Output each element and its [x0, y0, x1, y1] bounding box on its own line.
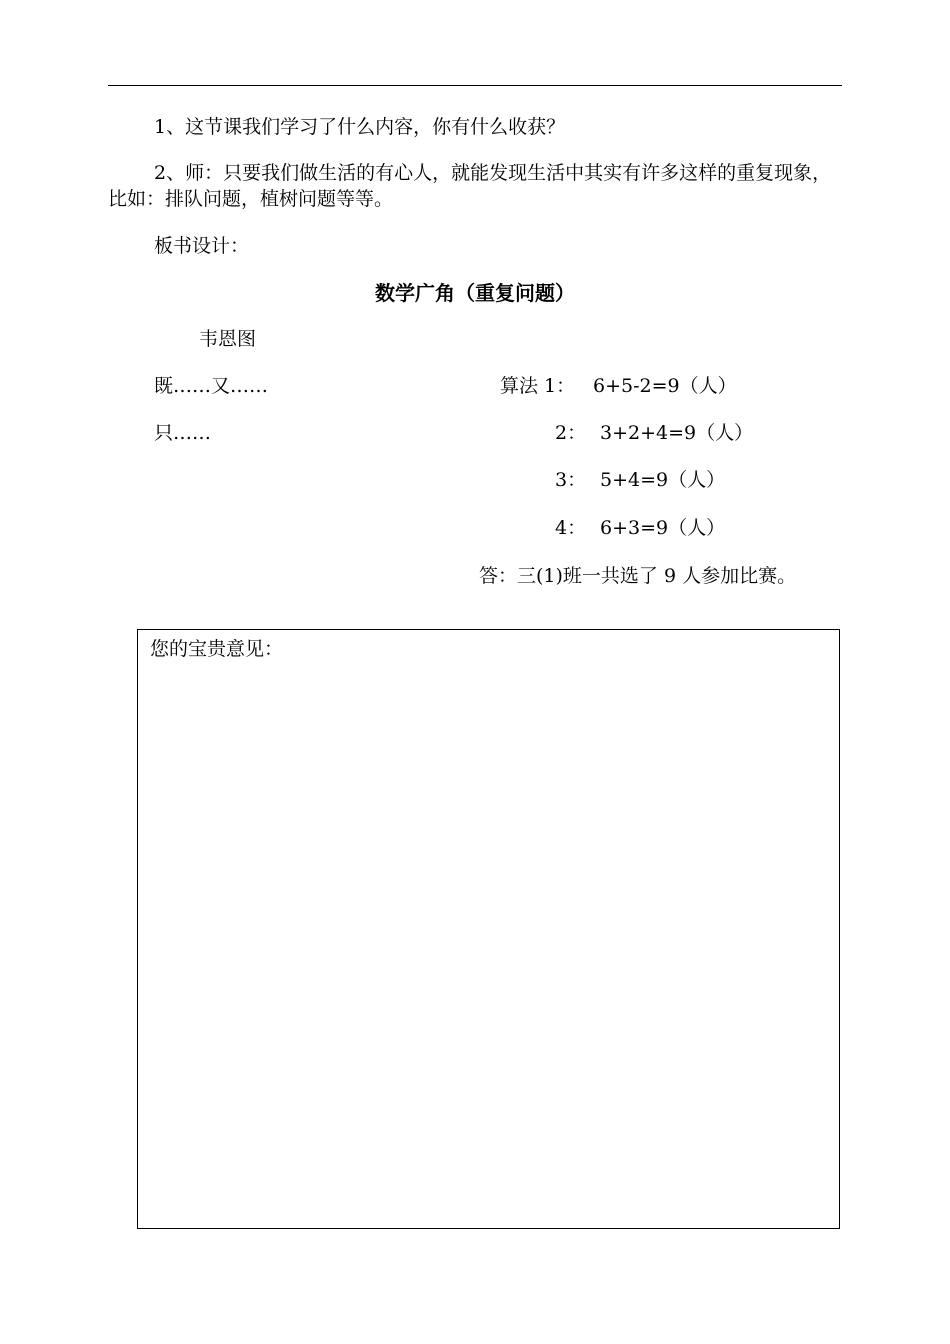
only-label: 只……	[154, 422, 212, 444]
question-1: 1、这节课我们学习了什么内容，你有什么收获？	[154, 116, 566, 138]
method-1-label: 算法 1：	[500, 375, 576, 397]
method-4-formula: 6+3=9（人）	[600, 517, 726, 539]
method-3-label: 3：	[555, 469, 587, 491]
venn-label: 韦恩图	[199, 328, 257, 350]
method-1-formula: 6+5-2=9（人）	[593, 375, 737, 397]
feedback-label: 您的宝贵意见：	[150, 638, 284, 660]
answer-line: 答：三(1)班一共选了 9 人参加比赛。	[479, 565, 797, 587]
both-label: 既……又……	[154, 375, 269, 397]
feedback-box[interactable]	[137, 629, 840, 1229]
method-2-label: 2：	[555, 422, 587, 444]
method-4-label: 4：	[555, 517, 587, 539]
header-rule	[108, 85, 842, 86]
board-title: 数学广角（重复问题）	[375, 281, 575, 305]
method-3-formula: 5+4=9（人）	[600, 469, 726, 491]
question-2: 2、师：只要我们做生活的有心人，就能发现生活中其实有许多这样的重复现象，比如：排队问题，植树问题等等。	[108, 162, 832, 210]
board-design-label: 板书设计：	[154, 235, 250, 257]
method-2-formula: 3+2+4=9（人）	[600, 422, 754, 444]
